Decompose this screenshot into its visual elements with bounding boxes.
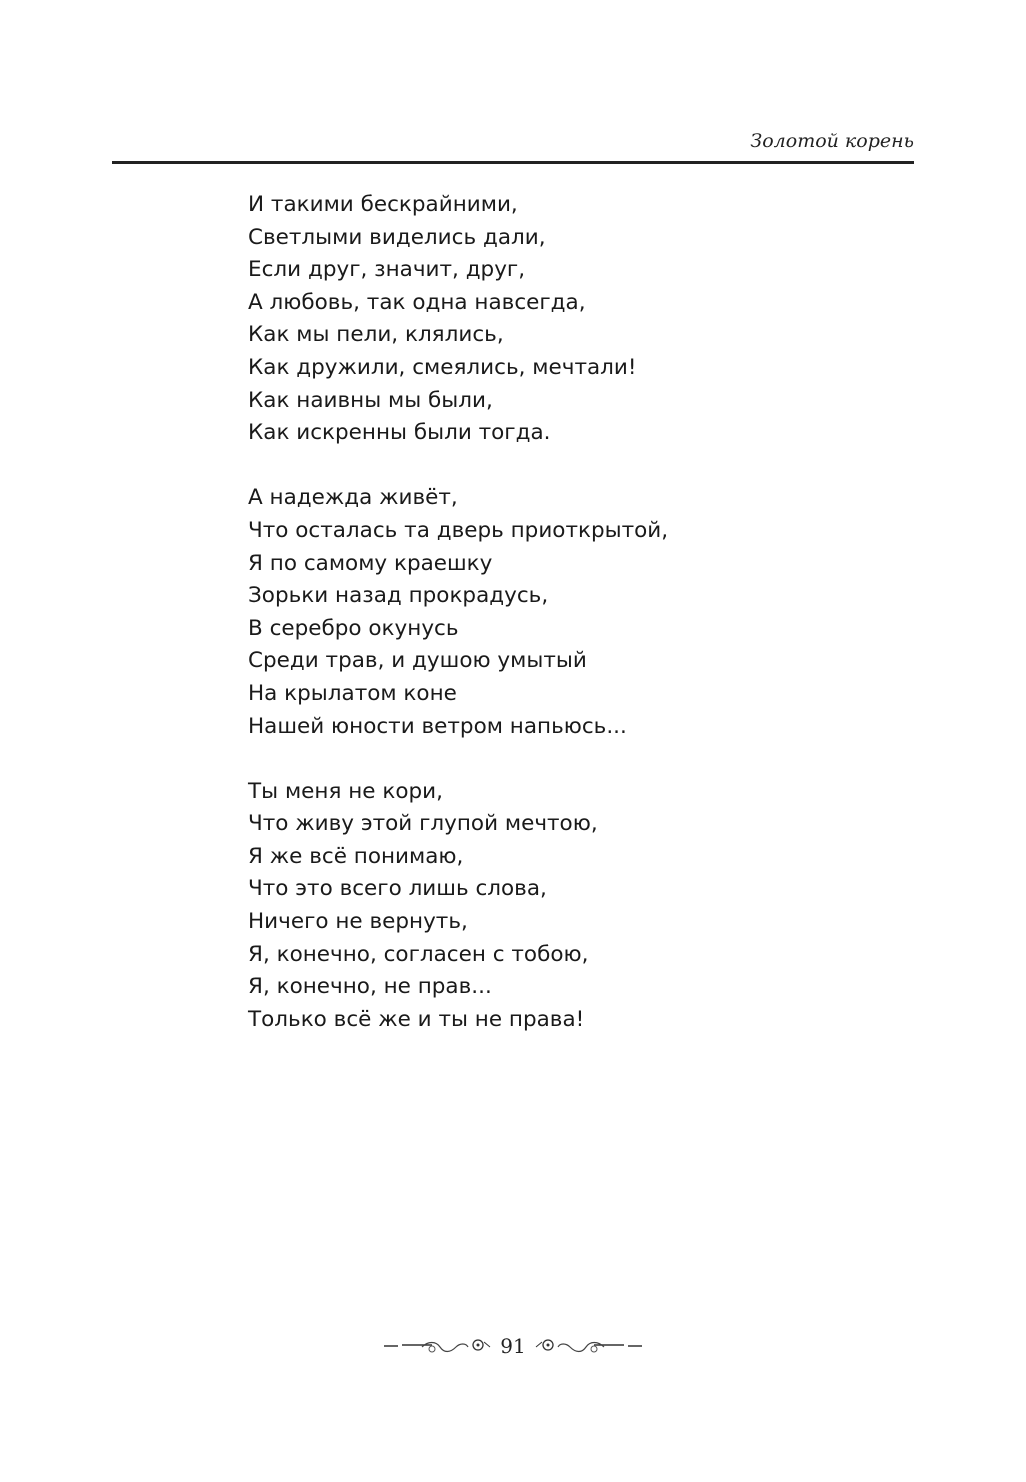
poem-line: А любовь, так одна навсегда, bbox=[248, 289, 586, 315]
poem-line: Я по самому краешку bbox=[248, 550, 493, 576]
stanza bbox=[248, 189, 668, 450]
poem-line: Что живу этой глупой мечтою, bbox=[248, 811, 598, 837]
stanza bbox=[248, 482, 668, 743]
page-number: 91 bbox=[500, 1334, 526, 1358]
page-footer bbox=[0, 1334, 1026, 1358]
poem-line: Зорьки назад прокрадусь, bbox=[248, 583, 549, 609]
left-ornament-icon bbox=[382, 1336, 492, 1356]
poem bbox=[248, 189, 668, 1069]
poem-line: В серебро окунусь bbox=[248, 615, 459, 641]
stanza bbox=[248, 776, 668, 1037]
poem-line: Что осталась та дверь приоткрытой, bbox=[248, 517, 669, 543]
poem-line: Если друг, значит, друг, bbox=[248, 257, 526, 283]
running-head: Золотой корень bbox=[750, 130, 914, 152]
poem-line: Что это всего лишь слова, bbox=[248, 876, 547, 902]
poem-line: Ничего не вернуть, bbox=[248, 909, 468, 935]
poem-line: Ты меня не кори, bbox=[248, 778, 443, 804]
right-ornament-icon bbox=[534, 1336, 644, 1356]
poem-line: Как наивны мы были, bbox=[248, 387, 493, 413]
poem-line: Светлыми виделись дали, bbox=[248, 224, 546, 250]
poem-line: Нашей юности ветром напьюсь... bbox=[248, 713, 627, 739]
poem-line: Как мы пели, клялись, bbox=[248, 322, 504, 348]
poem-line: Как искренны были тогда. bbox=[248, 420, 551, 446]
poem-line: Я, конечно, согласен с тобою, bbox=[248, 941, 589, 967]
header-rule bbox=[112, 161, 914, 164]
poem-line: Среди трав, и душою умытый bbox=[248, 648, 587, 674]
poem-line: Только всё же и ты не права! bbox=[248, 1006, 585, 1032]
poem-line: А надежда живёт, bbox=[248, 485, 458, 511]
poem-line: Я же всё понимаю, bbox=[248, 843, 464, 869]
poem-line: На крылатом коне bbox=[248, 680, 457, 706]
poem-line: И такими бескрайними, bbox=[248, 192, 518, 217]
poem-line: Как дружили, смеялись, мечтали! bbox=[248, 354, 637, 380]
poem-line: Я, конечно, не прав... bbox=[248, 974, 492, 1000]
